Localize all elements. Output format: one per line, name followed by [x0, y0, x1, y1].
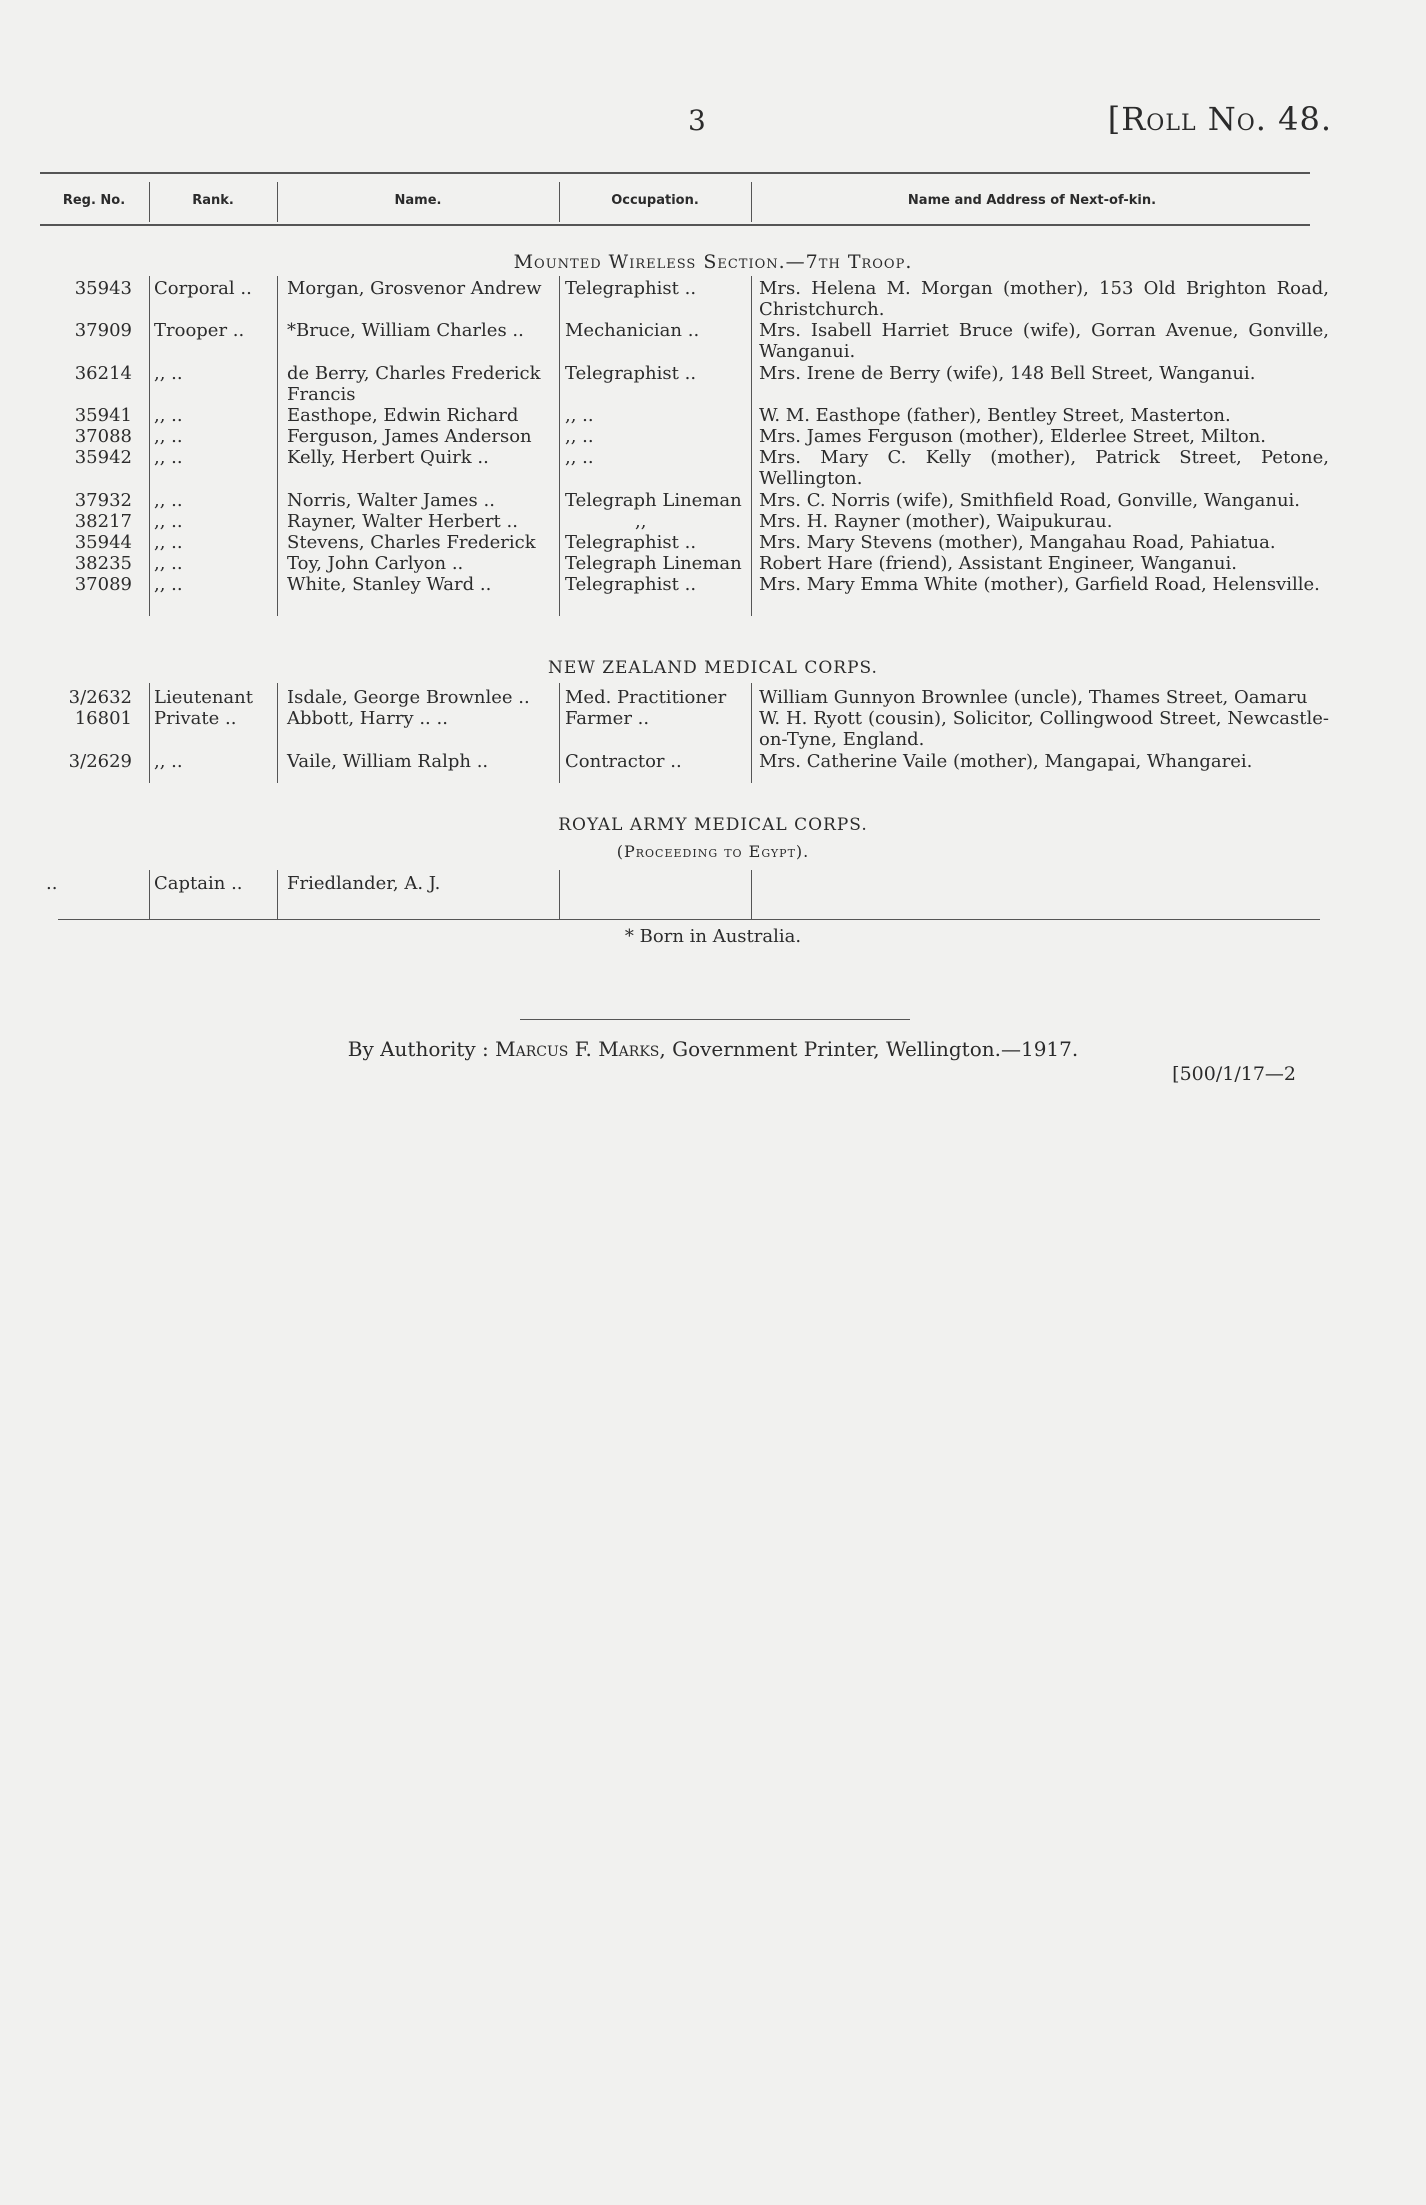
reg-no: 35943	[74, 278, 132, 299]
soldier-name: Ferguson, James Anderson	[287, 426, 532, 447]
imprint-prefix: By Authority :	[347, 1037, 489, 1061]
reg-no: 3/2629	[68, 751, 132, 772]
section-subtitle-proceeding-to-egypt: (Proceeding to Egypt).	[616, 842, 810, 861]
next-of-kin: Mrs. James Ferguson (mother), Elderlee Street, Milton.	[759, 426, 1267, 447]
soldier-name: Isdale, George Brownlee ..	[287, 687, 530, 708]
next-of-kin: Mrs. Mary Emma White (mother), Garfield Road, Helensville.	[759, 574, 1320, 595]
reg-no: 35941	[74, 405, 132, 426]
reg-no: 37089	[74, 574, 132, 595]
next-of-kin: Mrs. Catherine Vaile (mother), Mangapai, Whangarei.	[759, 751, 1253, 772]
rank: ,, ..	[154, 574, 183, 595]
soldier-name: White, Stanley Ward ..	[287, 574, 492, 595]
header-col-reg: Reg. No.	[62, 193, 126, 208]
soldier-name: Toy, John Carlyon ..	[287, 553, 464, 574]
soldier-name: Rayner, Walter Herbert ..	[287, 511, 518, 532]
rank: ,, ..	[154, 426, 183, 447]
col-divider	[149, 182, 150, 222]
page-number: 3	[688, 104, 706, 137]
soldier-name: Abbott, Harry .. ..	[287, 708, 448, 729]
next-of-kin: Mrs. Isabell Harriet Bruce (wife), Gorran Avenue, Gonville, Wanganui.	[759, 320, 1329, 362]
print-code: [500/1/17—2	[1172, 1063, 1296, 1085]
reg-no: 37088	[74, 426, 132, 447]
occupation: Med. Practitioner	[565, 687, 727, 708]
col-divider	[751, 182, 752, 222]
section-title-royal-army-medical-corps: ROYAL ARMY MEDICAL CORPS.	[558, 815, 868, 835]
col-divider	[751, 276, 752, 616]
occupation: Telegraph Lineman	[565, 490, 742, 511]
occupation: Telegraphist ..	[565, 532, 697, 553]
imprint-suffix: , Government Printer, Wellington.—1917.	[659, 1037, 1079, 1061]
rank: ,, ..	[154, 751, 183, 772]
occupation: ,,	[635, 511, 647, 532]
col-divider	[277, 870, 278, 920]
rank: Trooper ..	[154, 320, 245, 341]
reg-no: 37932	[74, 490, 132, 511]
col-divider	[149, 683, 150, 783]
imprint-printer: Marcus F. Marks	[495, 1037, 660, 1061]
soldier-name: Vaile, William Ralph ..	[287, 751, 489, 772]
col-divider	[559, 870, 560, 920]
soldier-name: de Berry, Charles Frederick Francis	[287, 363, 541, 405]
occupation: Contractor ..	[565, 751, 682, 772]
header-col-rank: Rank.	[192, 193, 234, 208]
footnote: * Born in Australia.	[624, 926, 802, 947]
occupation: Telegraphist ..	[565, 278, 697, 299]
reg-no: ..	[46, 873, 58, 894]
soldier-name: Morgan, Grosvenor Andrew	[287, 278, 542, 299]
next-of-kin: Robert Hare (friend), Assistant Engineer, Wanganui.	[759, 553, 1237, 574]
occupation: ,, ..	[565, 447, 594, 468]
soldier-name: Easthope, Edwin Richard	[287, 405, 519, 426]
roll-label: [Roll No. 48.	[1107, 100, 1332, 138]
header-col-occupation: Occupation.	[611, 193, 699, 208]
occupation: Telegraphist ..	[565, 574, 697, 595]
header-col-kin: Name and Address of Next-of-kin.	[907, 193, 1157, 208]
rank: ,, ..	[154, 511, 183, 532]
rank: Lieutenant	[154, 687, 253, 708]
col-divider	[751, 870, 752, 920]
col-divider	[277, 276, 278, 616]
next-of-kin: W. M. Easthope (father), Bentley Street, Masterton.	[759, 405, 1231, 426]
reg-no: 16801	[74, 708, 132, 729]
next-of-kin: Mrs. Mary Stevens (mother), Mangahau Road, Pahiatua.	[759, 532, 1276, 553]
reg-no: 3/2632	[68, 687, 132, 708]
soldier-name: *Bruce, William Charles ..	[287, 320, 524, 341]
reg-no: 38235	[74, 553, 132, 574]
soldier-name: Kelly, Herbert Quirk ..	[287, 447, 489, 468]
rank: ,, ..	[154, 553, 183, 574]
next-of-kin: Mrs. Helena M. Morgan (mother), 153 Old Brighton Road, Christchurch.	[759, 278, 1329, 320]
reg-no: 37909	[74, 320, 132, 341]
header-top-rule	[40, 172, 1310, 174]
rank: ,, ..	[154, 490, 183, 511]
rank: ,, ..	[154, 447, 183, 468]
occupation: Telegraphist ..	[565, 363, 697, 384]
occupation: Telegraph Lineman	[565, 553, 742, 574]
section-title-mounted-wireless: Mounted Wireless Section.—7th Troop.	[513, 251, 913, 273]
next-of-kin: William Gunnyon Brownlee (uncle), Thames Street, Oamaru	[759, 687, 1308, 708]
occupation: ,, ..	[565, 405, 594, 426]
header-col-name: Name.	[394, 193, 442, 208]
soldier-name: Friedlander, A. J.	[287, 873, 441, 894]
occupation: ,, ..	[565, 426, 594, 447]
col-divider	[559, 182, 560, 222]
imprint-rule	[520, 1019, 910, 1020]
col-divider	[277, 182, 278, 222]
reg-no: 35944	[74, 532, 132, 553]
col-divider	[559, 276, 560, 616]
occupation: Farmer ..	[565, 708, 650, 729]
col-divider	[751, 683, 752, 783]
rank: Private ..	[154, 708, 237, 729]
imprint	[0, 1037, 1426, 1061]
header-bottom-rule	[40, 224, 1310, 226]
next-of-kin: Mrs. H. Rayner (mother), Waipukurau.	[759, 511, 1113, 532]
rank: ,, ..	[154, 363, 183, 384]
reg-no: 38217	[74, 511, 132, 532]
col-divider	[559, 683, 560, 783]
soldier-name: Norris, Walter James ..	[287, 490, 495, 511]
reg-no: 35942	[74, 447, 132, 468]
reg-no: 36214	[74, 363, 132, 384]
rank: ,, ..	[154, 532, 183, 553]
occupation: Mechanician ..	[565, 320, 700, 341]
col-divider	[149, 276, 150, 616]
col-divider	[277, 683, 278, 783]
table-bottom-rule	[58, 919, 1320, 920]
next-of-kin: Mrs. Irene de Berry (wife), 148 Bell Street, Wanganui.	[759, 363, 1256, 384]
section-title-nz-medical-corps: NEW ZEALAND MEDICAL CORPS.	[548, 658, 878, 678]
soldier-name: Stevens, Charles Frederick	[287, 532, 536, 553]
rank: ,, ..	[154, 405, 183, 426]
col-divider	[149, 870, 150, 920]
rank: Captain ..	[154, 873, 243, 894]
next-of-kin: Mrs. Mary C. Kelly (mother), Patrick Street, Petone, Wellington.	[759, 447, 1329, 489]
next-of-kin: W. H. Ryott (cousin), Solicitor, Collingwood Street, Newcastle-on-Tyne, England.	[759, 708, 1329, 750]
next-of-kin: Mrs. C. Norris (wife), Smithfield Road, Gonville, Wanganui.	[759, 490, 1301, 511]
rank: Corporal ..	[154, 278, 252, 299]
